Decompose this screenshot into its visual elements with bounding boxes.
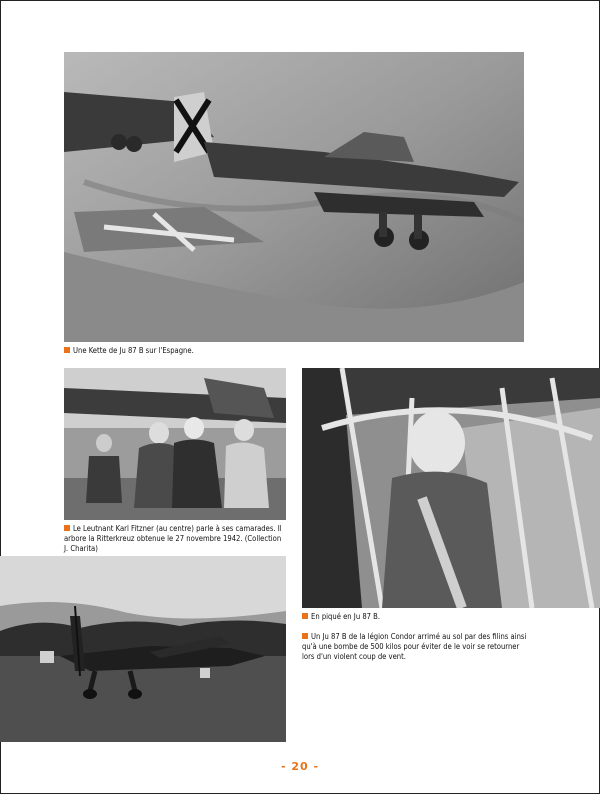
photo-cockpit-dive <box>302 368 600 608</box>
caption-bullet <box>302 633 308 639</box>
photo-ju87-airfield <box>0 556 286 742</box>
caption-photo1 <box>64 346 524 356</box>
page-number: - 20 - <box>280 760 320 773</box>
caption-bullet <box>64 525 70 531</box>
caption-photo3b-text: Un Ju 87 B de la légion Condor arrimé au sol par des filins ainsi qu'à une bombe de 500 kilos pour éviter de le voir se retourner lors d'un violent coup de vent. <box>302 632 527 661</box>
photo-karl-fitzner <box>64 368 286 520</box>
caption-photo1-text: Une Kette de Ju 87 B sur l'Espagne. <box>73 346 194 355</box>
caption-photo3a <box>302 612 532 622</box>
caption-bullet <box>64 347 70 353</box>
caption-photo3b <box>302 632 532 662</box>
caption-bullet <box>302 613 308 619</box>
caption-photo3a-text: En piqué en Ju 87 B. <box>311 612 381 621</box>
photo-stuka-kette <box>64 52 524 342</box>
caption-photo2-text: Le Leutnant Karl Fitzner (au centre) parle à ses camarades. Il arbore la Ritterkreuz obtenue le 27 novembre 1942. (Collection J. Charita) <box>64 524 282 553</box>
caption-photo2 <box>64 524 286 554</box>
